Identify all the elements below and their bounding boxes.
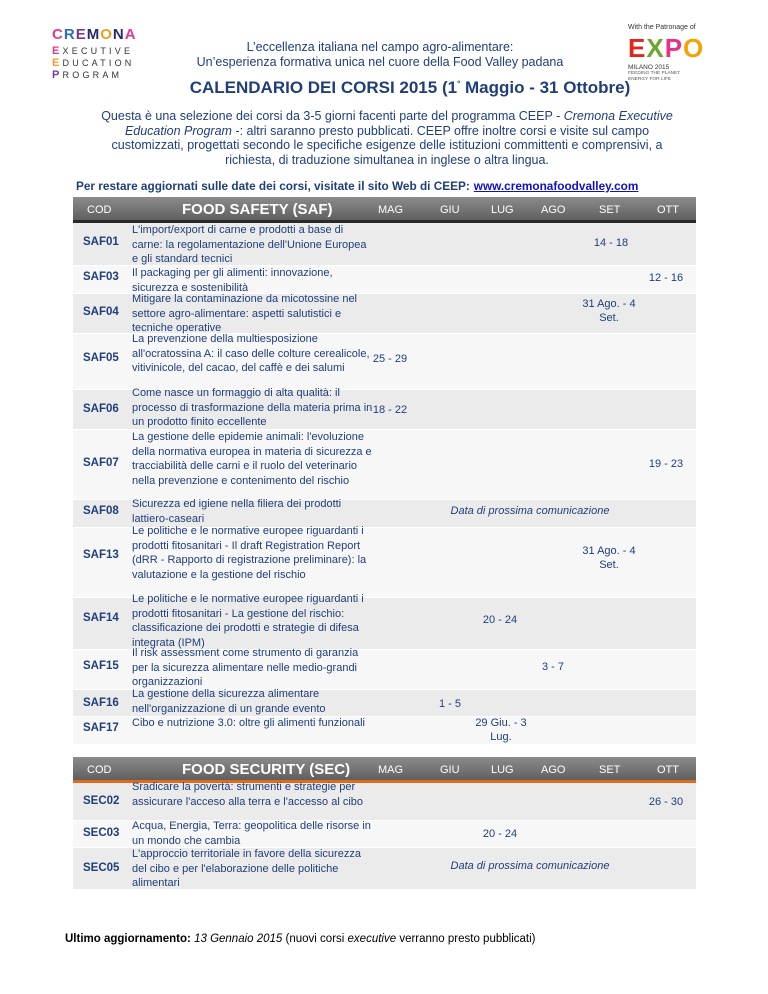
table-row-saf16 — [73, 690, 696, 717]
course-dates: 14 - 18 — [593, 237, 629, 249]
program-name: Cremona Executive Education Program — [124, 109, 673, 138]
intro-paragraph: Questa è una selezione dei corsi da 3-5 giorni facenti parte del programma CEEP - Cremona Executive Education Program -: altri saranno presto pubblicati. CEEP offre inoltre corsi e visite sul campo customizzati, progettati secondo le specifiche esigenze delle istituzioni committenti e comprensivi, a richiesta, di traduzione simultanea in inglese o altra lingua. — [101, 109, 673, 167]
col-ago: AGO — [541, 764, 566, 776]
col-mag: MAG — [378, 204, 404, 216]
expo-slogan-1: FEEDING THE PLANET — [628, 71, 681, 76]
expo-patronage-logo — [628, 24, 720, 83]
col-cod: COD — [87, 204, 112, 216]
course-dates: 25 - 29 — [372, 353, 408, 365]
course-code: SAF01 — [83, 236, 119, 248]
course-dates: Data di prossima comunicazione — [450, 505, 610, 517]
course-code: SAF05 — [83, 352, 119, 364]
logo-subtitle: EXECUTIVE EDUCATION PROGRAM — [52, 45, 135, 81]
last-update-date: 13 Gennaio 2015 — [194, 933, 283, 945]
table-row-sec02 — [73, 783, 696, 821]
food-safety-header — [73, 197, 696, 223]
course-code: SAF16 — [83, 697, 119, 709]
course-title: Sradicare la povertà: strumenti e strategie per assicurare l'acceso alla terra e l'accesso al cibo — [132, 781, 364, 808]
course-code: SEC05 — [83, 862, 120, 874]
table-row-sec05 — [73, 848, 696, 890]
table-row-saf07 — [73, 430, 696, 500]
page-title: CALENDARIO DEI CORSI 2015 (1° Maggio - 31 Ottobre) — [189, 78, 631, 97]
col-set: SET — [599, 764, 621, 776]
col-giu: GIU — [440, 764, 460, 776]
col-ott: OTT — [657, 764, 679, 776]
course-dates: 31 Ago. - 4 Set. — [582, 298, 636, 324]
course-dates: 29 Giu. - 3 Lug. — [475, 717, 527, 743]
course-dates: 18 - 22 — [372, 404, 408, 416]
tagline-line-2: Un’esperienza formativa unica nel cuore della Food Valley padana — [196, 55, 564, 69]
table-row-saf15 — [73, 647, 696, 690]
course-title: Sicurezza ed igiene nella filiera dei prodotti lattiero-caseari — [132, 498, 342, 525]
course-code: SAF04 — [83, 306, 119, 318]
last-update-footer: Ultimo aggiornamento: 13 Gennaio 2015 (nuovi corsi executive verranno presto pubblicati) — [65, 933, 536, 945]
course-code: SEC02 — [83, 795, 120, 807]
course-code: SAF17 — [83, 722, 119, 734]
expo-slogan-2: ENERGY FOR LIFE — [628, 77, 672, 82]
col-set: SET — [599, 204, 621, 216]
col-ott: OTT — [657, 204, 679, 216]
course-dates: 12 - 16 — [648, 272, 684, 284]
course-code: SAF07 — [83, 457, 119, 469]
course-title: Le politiche e le normative europee riguardanti i prodotti fitosanitari - La gestione del rischio: classificazione dei prodotti e strategie di difesa integrata (IPM) — [132, 593, 364, 650]
site-note: Per restare aggiornati sulle date dei corsi, visitate il sito Web di CEEP: www.cremonafoodvalley.com — [76, 179, 639, 193]
course-dates: 1 - 5 — [438, 698, 461, 710]
course-dates: 19 - 23 — [648, 458, 684, 470]
table-row-saf05 — [73, 334, 696, 390]
table-row-saf04 — [73, 294, 696, 334]
course-dates: 3 - 7 — [541, 661, 564, 673]
table-row-saf01 — [73, 223, 696, 266]
course-code: SAF14 — [83, 612, 119, 624]
col-cod: COD — [87, 764, 112, 776]
course-code: SAF13 — [83, 549, 119, 561]
table-row-saf03 — [73, 266, 696, 294]
course-title: L'approccio territoriale in favore della sicurezza del cibo e per l'elaborazione delle politiche alimentari — [132, 848, 361, 890]
course-title: Il packaging per gli alimenti: innovazione, sicurezza e sostenibilità — [132, 267, 333, 294]
col-lug: LUG — [491, 764, 514, 776]
course-title: Il risk assessment come strumento di garanzia per la sicurezza alimentare nelle medio-grandi organizzazioni — [132, 647, 359, 689]
course-dates: 20 - 24 — [482, 614, 518, 626]
expo-patronage-label: With the Patronage of — [628, 24, 696, 31]
table-row-saf13 — [73, 525, 696, 598]
course-code: SAF08 — [83, 505, 119, 517]
course-code: SEC03 — [83, 827, 120, 839]
course-title: La gestione delle epidemie animali: l'evoluzione della normativa europea in materia di sicurezza e tracciabilità delle carni e il ruolo del veterinario nella prevenzione e contenimento del rischio — [132, 431, 372, 488]
table-row-saf14 — [73, 593, 696, 650]
course-title: Acqua, Energia, Terra: geopolitica delle risorse in un mondo che cambia — [132, 820, 371, 847]
last-update-label: Ultimo aggiornamento: — [65, 933, 191, 945]
tagline — [160, 40, 600, 70]
course-dates: Data di prossima comunicazione — [450, 860, 610, 872]
expo-city: MILANO 2015 — [628, 64, 670, 71]
course-title: La gestione della sicurezza alimentare nell'organizzazione di un grande evento — [132, 688, 326, 715]
course-title: Mitigare la contaminazione da micotossine nel settore agro-alimentare: aspetti salutistici e tecniche operative — [132, 293, 358, 335]
course-title: La prevenzione della multiesposizione all'ocratossina A: il caso delle colture cerealicole, vitivinicole, del cacao, del caffè e dei salumi — [132, 333, 370, 375]
course-dates: 31 Ago. - 4 Set. — [582, 545, 636, 571]
table-row-saf06 — [73, 387, 696, 430]
tagline-line-1: L’eccellenza italiana nel campo agro-alimentare: — [246, 40, 514, 54]
col-ago: AGO — [541, 204, 566, 216]
expo-wordmark: EXPO — [628, 33, 705, 63]
course-code: SAF15 — [83, 660, 119, 672]
table-row-sec03 — [73, 821, 696, 848]
col-lug: LUG — [491, 204, 514, 216]
col-giu: GIU — [440, 204, 460, 216]
col-mag: MAG — [378, 764, 404, 776]
cremona-logo — [52, 26, 152, 81]
course-title: Come nasce un formaggio di alta qualità: il processo di trasformazione della materia prima in un prodotto finito eccellente — [132, 387, 373, 429]
logo-brand: CREMONA — [52, 26, 137, 43]
website-link[interactable]: www.cremonafoodvalley.com — [473, 179, 639, 193]
course-dates: 20 - 24 — [482, 828, 518, 840]
course-title: Le politiche e le normative europee riguardanti i prodotti fitosanitari - Il draft Registration Report (dRR - Rapporto di registrazione preliminare): la valutazione e la gestione del rischio — [132, 525, 367, 582]
course-dates: 26 - 30 — [648, 796, 684, 808]
food-safety-title: FOOD SAFETY (SAF) — [182, 201, 333, 218]
course-code: SAF06 — [83, 403, 119, 415]
food-security-title: FOOD SECURITY (SEC) — [182, 761, 351, 778]
course-code: SAF03 — [83, 271, 119, 283]
course-title: Cibo e nutrizione 3.0: oltre gli alimenti funzionali — [132, 717, 365, 729]
table-row-saf17 — [73, 717, 696, 745]
course-title: L'import/export di carne e prodotti a base di carne: la regolamentazione dell'Unione Europea e gli standard tecnici — [132, 224, 367, 266]
